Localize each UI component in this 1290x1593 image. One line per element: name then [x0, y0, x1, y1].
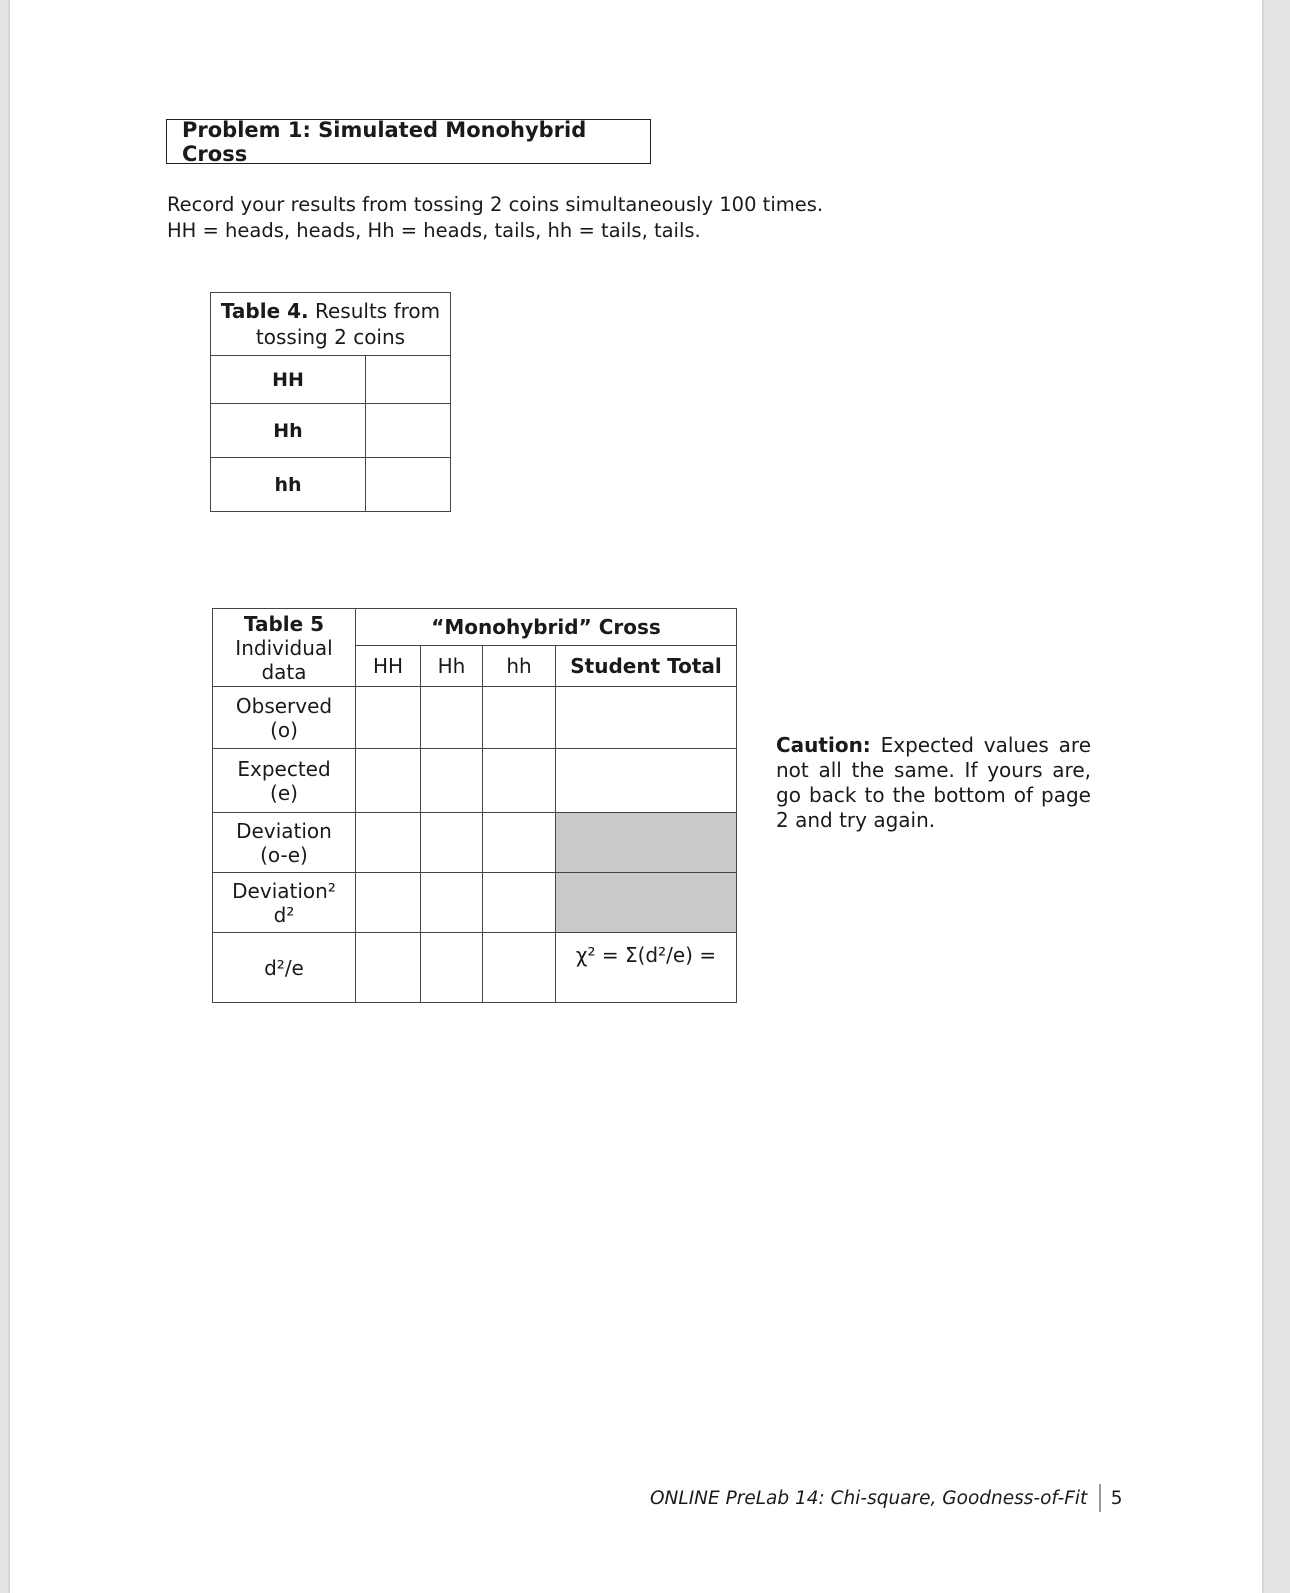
table-5-row-deviation-label: [213, 813, 356, 873]
expected-hh-lower-cell[interactable]: [483, 749, 556, 813]
deviation-hh-mixed-cell[interactable]: [421, 813, 483, 873]
observed-total-cell[interactable]: [556, 687, 737, 749]
deviation-squared-label: Deviation²: [232, 878, 336, 903]
table-5-row-deviation-squared-label: [213, 873, 356, 933]
table-5-col-hh-upper: HH: [356, 646, 421, 687]
table-5-row-d2e-label: d²/e: [213, 933, 356, 1003]
expected-label: Expected: [237, 756, 331, 781]
deviation-hh-upper-cell[interactable]: [356, 813, 421, 873]
table-5-row-observed-label: [213, 687, 356, 749]
deviation-symbol: (o-e): [260, 842, 308, 867]
table-5-header: [213, 609, 356, 687]
intro-line-1: Record your results from tossing 2 coins simultaneously 100 times.: [167, 193, 824, 216]
deviation-total-cell-shaded: [556, 813, 737, 873]
observed-symbol: (o): [270, 717, 298, 742]
deviation-hh-lower-cell[interactable]: [483, 813, 556, 873]
table-4-caption: [211, 293, 451, 356]
observed-hh-lower-cell[interactable]: [483, 687, 556, 749]
table-4-caption-bold: Table 4.: [220, 299, 309, 323]
table-4: [210, 292, 451, 512]
table-4-value-hh-upper[interactable]: [366, 356, 451, 404]
intro-text: [167, 192, 823, 244]
table-5-col-hh-mixed: Hh: [421, 646, 483, 687]
table-4-caption-rest: Results from: [315, 299, 441, 323]
deviation-squared-symbol: d²: [273, 902, 295, 927]
expected-symbol: (e): [270, 780, 298, 805]
table-4-row-label-hh-mixed: Hh: [211, 404, 366, 458]
table-4-value-hh-lower[interactable]: [366, 458, 451, 512]
table-5-col-hh-lower: hh: [483, 646, 556, 687]
deviation-squared-hh-upper-cell[interactable]: [356, 873, 421, 933]
d2e-hh-upper-cell[interactable]: [356, 933, 421, 1003]
table-5-col-student-total: Student Total: [556, 646, 737, 687]
observed-hh-upper-cell[interactable]: [356, 687, 421, 749]
observed-label: Observed: [235, 693, 333, 718]
table-4-value-hh-mixed[interactable]: [366, 404, 451, 458]
problem-title: Problem 1: Simulated Monohybrid Cross: [166, 119, 651, 164]
deviation-squared-total-cell-shaded: [556, 873, 737, 933]
table-5: [212, 608, 737, 1003]
intro-line-2: HH = heads, heads, Hh = heads, tails, hh = tails, tails.: [167, 219, 701, 242]
expected-total-cell[interactable]: [556, 749, 737, 813]
page-number: 5: [1110, 1487, 1123, 1509]
caution-text: Expected values are not all the same. If yours are, go back to the bottom of page 2 and try again.: [776, 733, 1091, 832]
table-4-caption-line-2: tossing 2 coins: [255, 325, 406, 349]
expected-hh-mixed-cell[interactable]: [421, 749, 483, 813]
table-5-group-header: “Monohybrid” Cross: [356, 609, 737, 646]
d2e-hh-lower-cell[interactable]: [483, 933, 556, 1003]
footer-separator: [1099, 1484, 1101, 1512]
observed-hh-mixed-cell[interactable]: [421, 687, 483, 749]
table-5-subtitle-line-2: data: [261, 659, 307, 684]
deviation-squared-hh-mixed-cell[interactable]: [421, 873, 483, 933]
deviation-squared-hh-lower-cell[interactable]: [483, 873, 556, 933]
table-5-subtitle-line-1: Individual: [235, 635, 333, 660]
footer-title: ONLINE PreLab 14: Chi-square, Goodness-of-Fit: [650, 1487, 1088, 1509]
table-4-row-label-hh-upper: HH: [211, 356, 366, 404]
caution-note: [776, 733, 1091, 833]
chi-square-cell[interactable]: [556, 933, 737, 1003]
d2e-hh-mixed-cell[interactable]: [421, 933, 483, 1003]
document-page: [10, 0, 1262, 1593]
table-5-row-expected-label: [213, 749, 356, 813]
caution-label: Caution:: [776, 733, 871, 757]
table-4-row-label-hh-lower: hh: [211, 458, 366, 512]
chi-square-formula: χ² = Σ(d²/e) =: [575, 943, 717, 967]
table-5-title: Table 5: [243, 611, 325, 636]
deviation-label: Deviation: [236, 818, 332, 843]
page-footer: [650, 1484, 1123, 1512]
expected-hh-upper-cell[interactable]: [356, 749, 421, 813]
